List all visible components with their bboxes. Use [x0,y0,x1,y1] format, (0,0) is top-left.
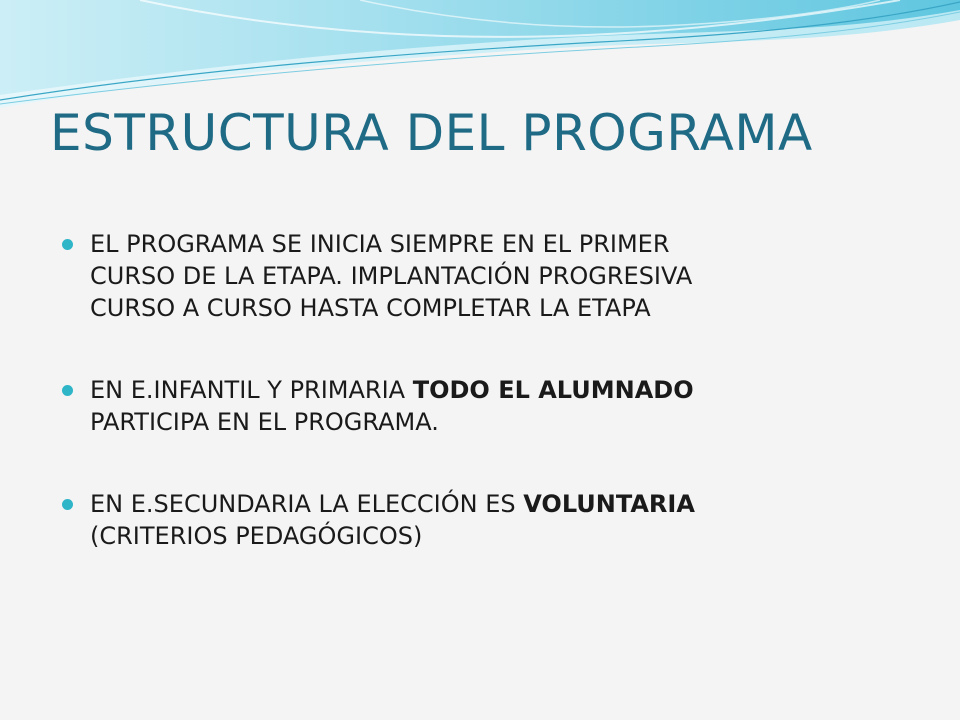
bullet-dot-icon [62,499,73,510]
bullet-text-prefix: EN E.INFANTIL Y PRIMARIA [90,376,413,404]
bullet-text-line: CURSO A CURSO HASTA COMPLETAR LA ETAPA [90,294,651,322]
bullet-item [62,228,882,324]
bullet-list [62,228,882,602]
decorative-wave-header [0,0,960,120]
bullet-dot-icon [62,239,73,250]
bullet-text-line: PARTICIPA EN EL PROGRAMA. [90,408,439,436]
bullet-text-line [90,488,882,520]
bullet-text-line: CURSO DE LA ETAPA. IMPLANTACIÓN PROGRESIVA [90,262,693,290]
slide-title: ESTRUCTURA DEL PROGRAMA [50,104,813,162]
bullet-text-line [90,374,882,406]
bullet-dot-icon [62,385,73,396]
bullet-text-line: (CRITERIOS PEDAGÓGICOS) [90,522,423,550]
bullet-text-line: EL PROGRAMA SE INICIA SIEMPRE EN EL PRIMER [90,230,670,258]
bullet-text-emphasis: TODO EL ALUMNADO [412,376,694,404]
bullet-text-prefix: EN E.SECUNDARIA LA ELECCIÓN ES [90,490,524,518]
bullet-text-emphasis: VOLUNTARIA [523,490,695,518]
bullet-item [62,374,882,438]
bullet-item [62,488,882,552]
